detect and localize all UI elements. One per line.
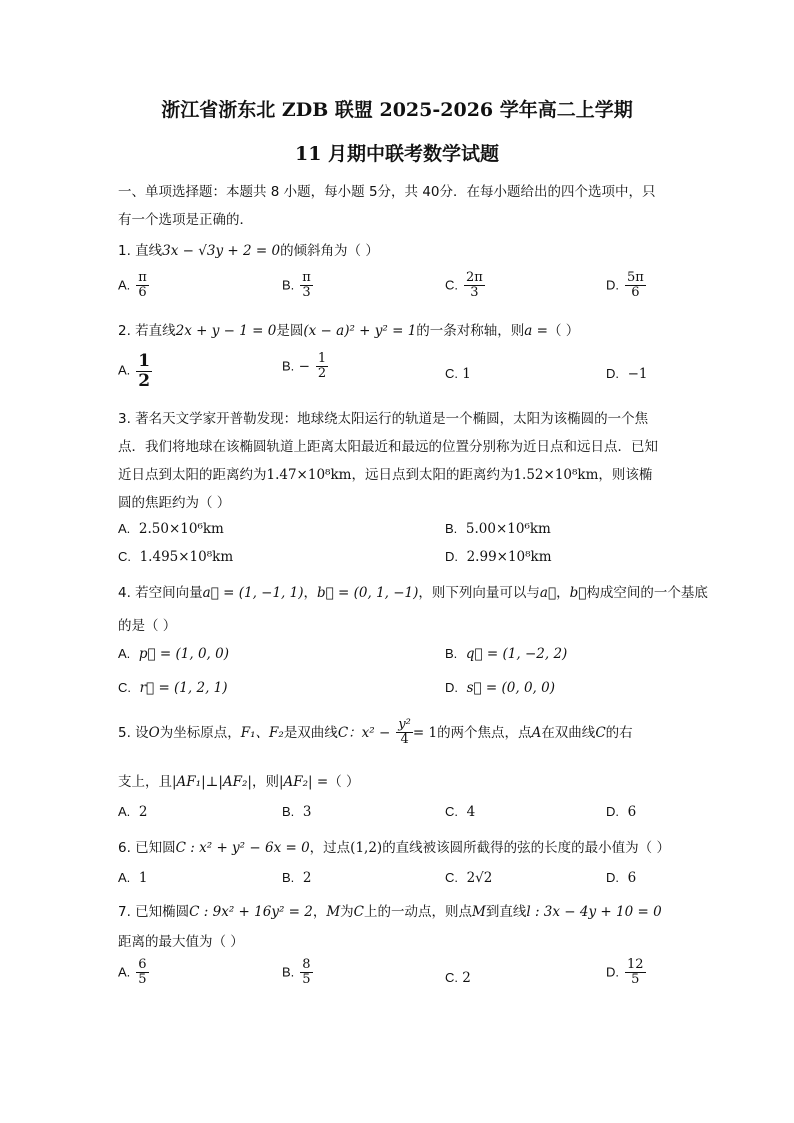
question-3-line-2: 点．我们将地球在该椭圆轨道上距离太阳最近和最远的位置分别称为近日点和远日点．已知: [118, 439, 658, 455]
question-3-line-1: 3. 著名天文学家开普勒发现：地球绕太阳运行的轨道是一个椭圆，太阳为该椭圆的一个焦: [118, 411, 649, 427]
question-3-line-4: 圆的焦距约为（ ）: [118, 495, 231, 511]
q6-option-c: C. 2√2: [445, 870, 493, 886]
q6-option-b: B. 2: [282, 870, 312, 886]
q6-option-a: A. 1: [118, 870, 148, 886]
q1-option-a: A. $\frac{\pi}{6}$: [118, 270, 147, 301]
question-7-line-2: 距离的最大值为（ ）: [118, 934, 244, 950]
q1-option-c: C. $\frac{2\pi}{3}$: [445, 270, 483, 301]
q2-option-a: A. $\frac{1}{2}$: [118, 351, 151, 391]
q4-option-c: C. r⃗ = (1, 2, 1): [118, 680, 228, 696]
q4-option-b: B. q⃗ = (1, −2, 2): [445, 646, 568, 662]
section-heading-line-2: 有一个选项是正确的．: [118, 212, 253, 228]
section-heading-line-1: 一、单项选择题：本题共 8 小题，每小题 5分，共 40分．在每小题给出的四个选项中，只: [118, 184, 656, 200]
question-3-line-3: 近日点到太阳的距离约为1.47×10⁸km，远日点到太阳的距离约为1.52×10⁸km，则该椭: [118, 467, 653, 483]
q3-option-d: D. 2.99×10⁸km: [445, 549, 552, 565]
q1-equation: 3x − √3y + 2 = 0: [162, 243, 281, 259]
q5-option-a: A. 2: [118, 804, 148, 820]
q1-option-d: D. $\frac{5\pi}{6}$: [606, 270, 644, 301]
q5-option-b: B. 3: [282, 804, 312, 820]
question-4-line-1: 4. 若空间向量a⃗ = (1, −1, 1)，b⃗ = (0, 1, −1)，则下列向量可以与a⃗，b⃗构成空间的一个基底: [118, 585, 708, 601]
q2-option-b: B. − $\frac{1}{2}$: [282, 351, 327, 382]
q3-option-a: A. 2.50×10⁶km: [118, 521, 224, 537]
question-4-line-2: 的是（ ）: [118, 618, 177, 634]
question-1: 1. 直线3x − √3y + 2 = 0的倾斜角为（ ）: [118, 243, 379, 259]
q5-option-d: D. 6: [606, 804, 637, 820]
title-line-1: 浙江省浙东北 ZDB 联盟 2025-2026 学年高二上学期: [161, 99, 633, 121]
q3-option-b: B. 5.00×10⁶km: [445, 521, 551, 537]
question-6: 6. 已知圆C : x² + y² − 6x = 0，过点(1,2)的直线被该圆所截得的弦的长度的最小值为（ ）: [118, 840, 670, 856]
q7-option-d: D. $\frac{12}{5}$: [606, 957, 644, 988]
q2-option-c: C. 1: [445, 366, 471, 382]
q2-option-d: D. −1: [606, 366, 648, 382]
q4-option-d: D. s⃗ = (0, 0, 0): [445, 680, 555, 696]
q7-option-a: A. $\frac{6}{5}$: [118, 957, 147, 988]
q7-option-b: B. $\frac{8}{5}$: [282, 957, 311, 988]
q7-option-c: C. 2: [445, 970, 471, 986]
q3-option-c: C. 1.495×10⁸km: [118, 549, 234, 565]
title-line-2: 11 月期中联考数学试题: [294, 143, 500, 165]
question-2: 2. 若直线2x + y − 1 = 0是圆(x − a)² + y² = 1的一条对称轴，则a =（ ）: [118, 323, 580, 339]
q6-option-d: D. 6: [606, 870, 637, 886]
question-7-line-1: 7. 已知椭圆C : 9x² + 16y² = 2，M为C上的一动点，则点M到直线l : 3x − 4y + 10 = 0: [118, 904, 662, 920]
question-5-line-1: 5. 设O为坐标原点，F₁、F₂是双曲线C：x² − $\frac{\text{y²}}{4}$ = 1的两个焦点，点A在双曲线C的右: [118, 717, 633, 748]
question-5-line-2: 支上，且|AF₁|⊥|AF₂|，则|AF₂| =（ ）: [118, 774, 360, 790]
q5-option-c: C. 4: [445, 804, 476, 820]
q1-option-b: B. $\frac{\pi}{3}$: [282, 270, 311, 301]
q4-option-a: A. p⃗ = (1, 0, 0): [118, 646, 229, 662]
